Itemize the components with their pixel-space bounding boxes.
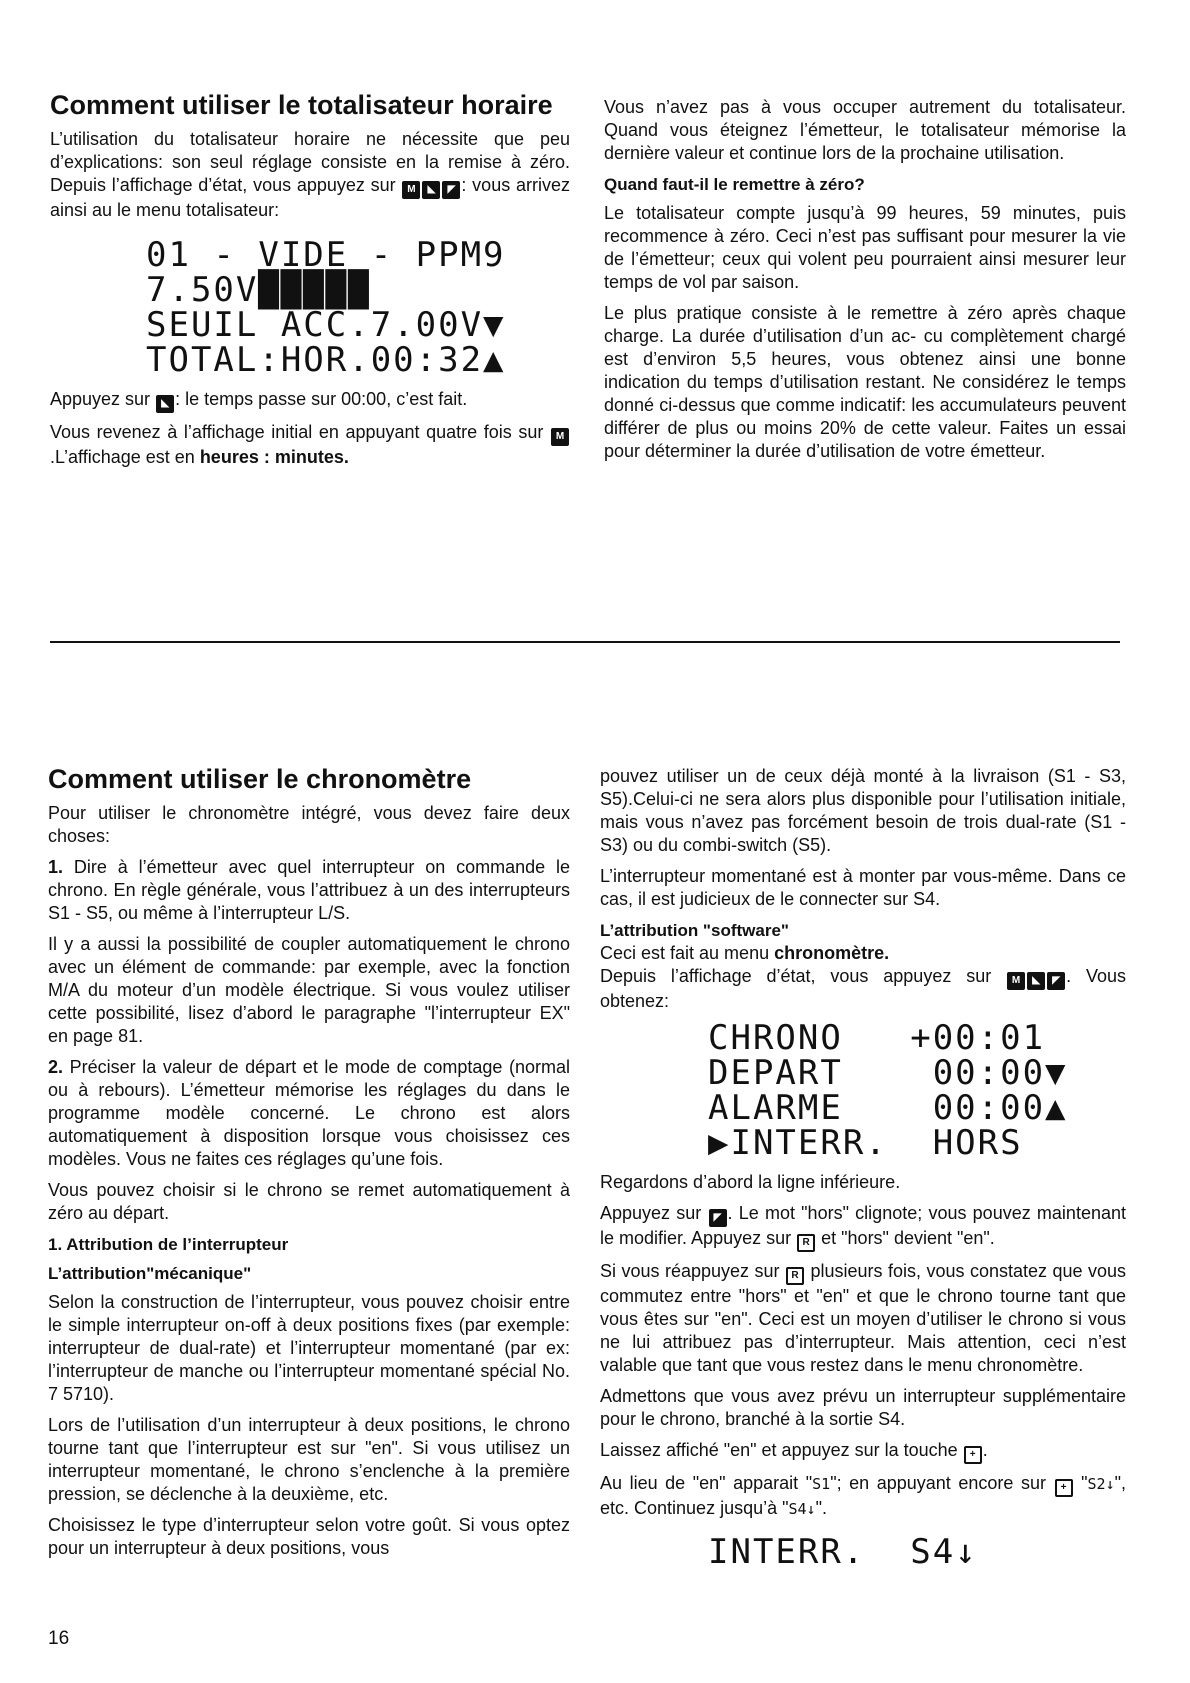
m-key-icon: M xyxy=(551,428,569,446)
paragraph: Ceci est fait au menu chronomètre. xyxy=(600,943,890,963)
reset-instruction: Appuyez sur ◣ : le temps passe sur 00:00, c’est fait. xyxy=(50,388,570,413)
m-key-icon: M xyxy=(1007,972,1025,990)
lcd-line: TOTAL:HOR.00:32▲ xyxy=(146,340,506,380)
totalisateur-lcd xyxy=(146,235,570,380)
paragraph: 1. Dire à l’émetteur avec quel interrupteur on commande le chrono. En règle générale, vous l’attribuez à un des interrupteurs S1 - S5, ou même à l’interrupteur L/S. xyxy=(48,857,570,923)
page-number: 16 xyxy=(48,1628,70,1649)
r-key-icon: R xyxy=(797,1234,815,1252)
lcd-line: ALARME 00:00▲ xyxy=(708,1088,1068,1128)
paragraph: Le totalisateur compte jusqu’à 99 heures, 59 minutes, puis recommence à zéro. Ceci n’est pas suffisant pour mesurer la vie de l’émetteur; ceux qui volent peu pourraient ainsi mesurer leur temps de vol par saison. xyxy=(604,203,1126,292)
paragraph: Appuyez sur ◤ . Le mot "hors" clignote; vous pouvez maintenant le modifier. Appuyez sur R et "hors" devient "en". xyxy=(600,1202,1126,1252)
paragraph: Vous pouvez choisir si le chrono se remet automatiquement à zéro au départ. xyxy=(48,1180,570,1223)
paragraph: Choisissez le type d’interrupteur selon votre goût. Si vous optez pour un interrupteur à deux positions, vous xyxy=(48,1515,570,1558)
paragraph: Regardons d’abord la ligne inférieure. xyxy=(600,1172,901,1192)
lcd-line: 7.50V█████ xyxy=(146,270,371,310)
paragraph: Depuis l’affichage d’état, vous appuyez sur M ◣ ◤ . Vous obtenez: xyxy=(600,966,1126,1011)
up-key-icon: ◣ xyxy=(422,181,440,199)
paragraph: L’interrupteur momentané est à monter par vous-même. Dans ce cas, il est judicieux de le connecter sur S4. xyxy=(600,866,1126,909)
paragraph: 2. Préciser la valeur de départ et le mode de comptage (normal ou à rebours). L’émetteur mémorise les réglages du dans le programme modèle concerné. Le chrono est alors automatiquement à disposition lorsque vous choisissez ces modèles. Vous ne faites ces réglages qu’une fois. xyxy=(48,1057,570,1169)
paragraph: Le plus pratique consiste à le remettre à zéro après chaque charge. La durée d’utilisation d’un ac- cu complètement chargé est d’environ 5,5 heures, vous obtenez ainsi une bonne indication du temps d’utilisation restant. Ne considérez le temps donné ci-dessus que comme indicatif: les accumulateurs peuvent différer de plus ou moins 20% de cette valeur. Faites un essai pour déterminer la durée d’utilisation de votre émetteur. xyxy=(604,303,1126,461)
plus-key-icon: + xyxy=(1055,1479,1073,1497)
lcd-line: CHRONO +00:01 xyxy=(708,1018,1046,1058)
section-divider xyxy=(50,641,1120,643)
paragraph: Laissez affiché "en" et appuyez sur la touche + . xyxy=(600,1439,1126,1464)
down-key-icon: ◤ xyxy=(709,1209,727,1227)
lcd-line: ▶INTERR. HORS xyxy=(708,1123,1023,1163)
r-key-icon: R xyxy=(786,1267,804,1285)
plus-key-icon: + xyxy=(964,1446,982,1464)
lcd-line: 01 - VIDE - PPM9 xyxy=(146,235,506,275)
bottom-right-column xyxy=(600,765,1126,1570)
bottom-left-column xyxy=(48,762,570,1568)
paragraph: Lors de l’utilisation d’un interrupteur à deux positions, le chrono tourne tant que l’interrupteur est sur "en". Si vous utilisez un interrupteur momentané, le chrono s’enclenche à la première pression, se déclenche à la deuxième, etc. xyxy=(48,1415,570,1504)
chrono-lcd xyxy=(708,1018,1126,1163)
subheading: Quand faut-il le remettre à zéro? xyxy=(604,175,865,194)
lcd-line: DEPART 00:00▼ xyxy=(708,1053,1068,1093)
up-key-icon: ◣ xyxy=(1027,972,1045,990)
paragraph: pouvez utiliser un de ceux déjà monté à la livraison (S1 - S3, S5).Celui-ci ne sera alors plus disponible pour l’utilisation initiale, mais vous n’avez pas forcément besoin de trois dual-rate (S1 - S3) ou du combi-switch (S5). xyxy=(600,766,1126,855)
top-right-column xyxy=(604,96,1126,471)
down-key-icon: ◤ xyxy=(1047,972,1065,990)
subheading: L’attribution "software" xyxy=(600,921,789,940)
paragraph: Pour utiliser le chronomètre intégré, vous devez faire deux choses: xyxy=(48,803,570,846)
subheading: L’attribution"mécanique" xyxy=(48,1264,252,1283)
paragraph: Vous n’avez pas à vous occuper autrement du totalisateur. Quand vous éteignez l’émetteur, le totalisateur mémorise la dernière valeur et continue lors de la prochaine utilisation. xyxy=(604,97,1126,163)
top-left-column xyxy=(50,88,570,477)
up-key-icon: ◣ xyxy=(156,395,174,413)
return-instruction: Vous revenez à l’affichage initial en appuyant quatre fois sur M.L’affichage est en heures : minutes. xyxy=(50,421,570,469)
totalisateur-title: Comment utiliser le totalisateur horaire xyxy=(50,90,553,120)
lcd-line: SEUIL ACC.7.00V▼ xyxy=(146,305,506,345)
totalisateur-intro: L’utilisation du totalisateur horaire ne nécessite que peu d’explications: son seul réglage consiste en la remise à zéro. Depuis l’affichage d’état, vous appuyez sur M ◣ ◤ : vous arrivez ainsi au le menu totalisateur: xyxy=(50,129,570,220)
paragraph: Il y a aussi la possibilité de coupler automatiquement le chrono avec un élément de commande: par exemple, avec la fonction M/A du moteur d’un modèle électrique. Si vous voulez utiliser cette possibilité, lisez d’abord le paragraphe "l’interrupteur EX" en page 81. xyxy=(48,934,570,1046)
down-key-icon: ◤ xyxy=(442,181,460,199)
paragraph: Si vous réappuyez sur R plusieurs fois, vous constatez que vous commutez entre "hors" et "en" et que le chrono tourne tant que vous êtes sur "en". Ceci est un moyen d’utiliser le chrono si vous ne lui attribuez pas d’interrupteur. Mais attention, ceci n’est valable que tant que vous restez dans le menu chronomètre. xyxy=(600,1261,1127,1375)
interr-lcd: INTERR. S4↓ xyxy=(708,1532,978,1572)
paragraph: Admettons que vous avez prévu un interrupteur supplémentaire pour le chrono, branché à la sortie S4. xyxy=(600,1386,1126,1429)
subheading: 1. Attribution de l’interrupteur xyxy=(48,1235,289,1254)
paragraph: Selon la construction de l’interrupteur, vous pouvez choisir entre le simple interrupteur on-off à deux positions fixes (par exemple: interrupteur de dual-rate) et l’interrupteur momentané (par ex: l’interrupteur de manche ou l’interrupteur momentané spécial No. 7 5710). xyxy=(48,1292,570,1404)
paragraph: Au lieu de "en" apparait "S1"; en appuyant encore sur + "S2↓", etc. Continuez jusqu’à "S4↓". xyxy=(600,1473,1126,1518)
chronometre-title: Comment utiliser le chronomètre xyxy=(48,764,472,794)
m-key-icon: M xyxy=(402,181,420,199)
